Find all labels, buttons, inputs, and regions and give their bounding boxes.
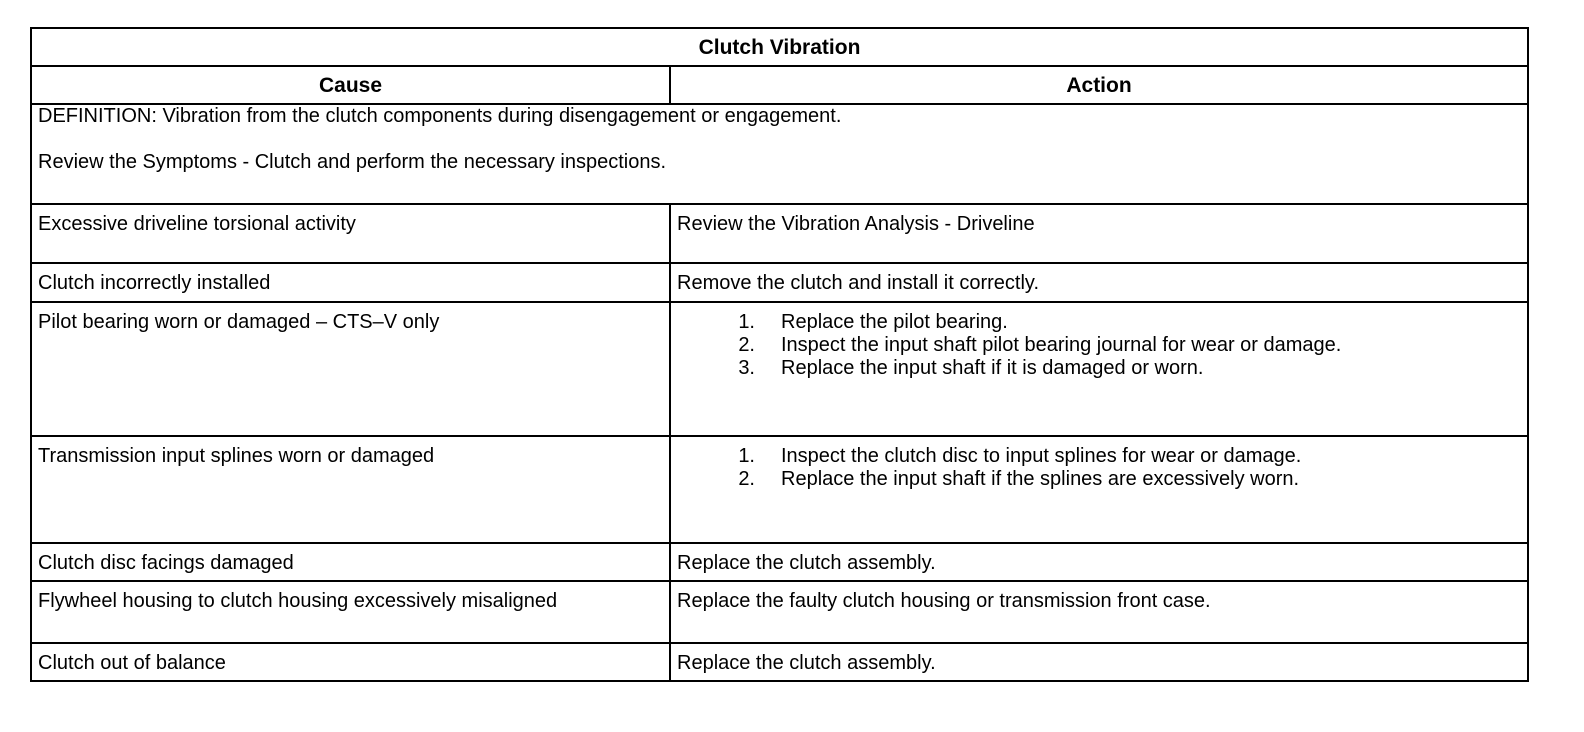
action-cell [670,436,1528,543]
review-note: Review the Symptoms - Clutch and perform the necessary inspections. [38,151,667,173]
step-text: Inspect the clutch disc to input splines for wear or damage. [781,445,1302,467]
cause-cell: Flywheel housing to clutch housing excessively misaligned [31,581,670,643]
step-number: 2. [738,468,755,490]
step-text: Replace the input shaft if the splines are excessively worn. [781,468,1300,490]
table-row [31,643,1528,681]
list-item [677,357,1521,380]
action-cell: Remove the clutch and install it correctly. [670,263,1528,302]
cause-cell: Clutch incorrectly installed [31,263,670,302]
step-text: Inspect the input shaft pilot bearing journal for wear or damage. [781,334,1342,356]
table-row [31,436,1528,543]
list-item [677,445,1521,468]
table-row [31,263,1528,302]
action-steps [677,311,1521,380]
step-number: 3. [738,357,755,379]
column-header-cause: Cause [31,66,670,104]
action-cell: Replace the clutch assembly. [670,543,1528,581]
step-text: Replace the input shaft if it is damaged or worn. [781,357,1204,379]
action-cell [670,302,1528,436]
cause-cell: Clutch out of balance [31,643,670,681]
table-row [31,204,1528,263]
action-cell: Review the Vibration Analysis - Driveline [670,204,1528,263]
column-header-action: Action [670,66,1528,104]
action-cell: Replace the clutch assembly. [670,643,1528,681]
step-text: Replace the pilot bearing. [781,311,1008,333]
table-row [31,302,1528,436]
table-row [31,581,1528,643]
cause-cell: Excessive driveline torsional activity [31,204,670,263]
action-steps [677,445,1521,491]
cause-cell: Clutch disc facings damaged [31,543,670,581]
cause-cell: Transmission input splines worn or damaged [31,436,670,543]
step-number: 1. [738,445,755,467]
clutch-vibration-table [30,27,1529,682]
definition-text: DEFINITION: Vibration from the clutch components during disengagement or engagement. [38,105,842,127]
action-cell: Replace the faulty clutch housing or transmission front case. [670,581,1528,643]
step-number: 1. [738,311,755,333]
definition-cell [31,104,1528,204]
table-title: Clutch Vibration [31,28,1528,66]
list-item [677,468,1521,491]
table-row [31,543,1528,581]
cause-cell: Pilot bearing worn or damaged – CTS–V only [31,302,670,436]
list-item [677,334,1521,357]
step-number: 2. [738,334,755,356]
list-item [677,311,1521,334]
